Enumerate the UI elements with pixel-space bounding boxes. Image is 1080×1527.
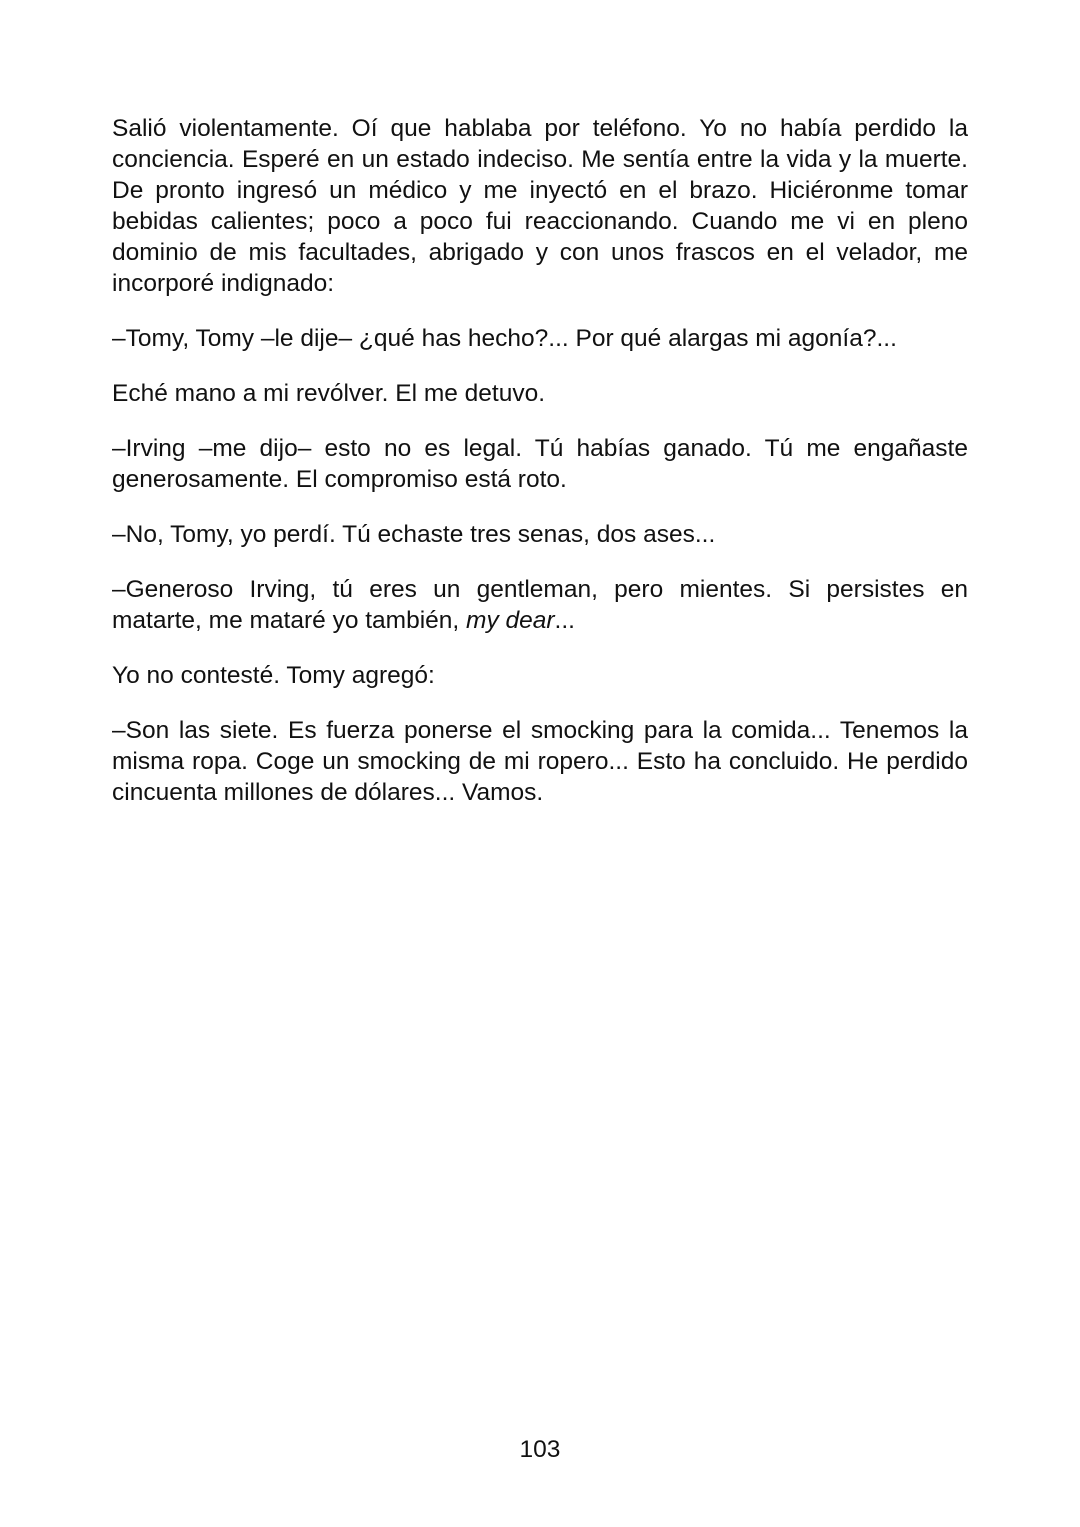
paragraph-6 xyxy=(112,574,968,636)
page-number: 103 xyxy=(519,1436,561,1463)
paragraph-8: –Son las siete. Es fuerza ponerse el smocking para la comida... Tenemos la misma ropa. Coge un smocking de mi ropero... Esto ha concluido. He perdido cincuenta millones de dólares... Vamos. xyxy=(112,717,968,806)
paragraph-1: Salió violentamente. Oí que hablaba por teléfono. Yo no había perdido la conciencia. Esperé en un estado indeciso. Me sentía entre la vida y la muerte. De pronto ingresó un médico y me inyectó en el brazo. Hiciéronme tomar bebidas calientes; poco a poco fui reaccionando. Cuando me vi en pleno dominio de mis facultades, abrigado y con unos frascos en el velador, me incorporé indignado: xyxy=(112,115,968,297)
paragraph-5: –No, Tomy, yo perdí. Tú echaste tres senas, dos ases... xyxy=(112,521,716,548)
paragraph-6-text: –Generoso Irving, tú eres un gentleman, pero mientes. Si persistes en matarte, me mataré yo también, xyxy=(112,576,968,634)
paragraph-7: Yo no contesté. Tomy agregó: xyxy=(112,662,435,689)
paragraph-4: –Irving –me dijo– esto no es legal. Tú habías ganado. Tú me engañaste generosamente. El compromiso está roto. xyxy=(112,435,968,493)
paragraph-6-italic-phrase: my dear xyxy=(466,607,555,634)
paragraph-2: –Tomy, Tomy –le dije– ¿qué has hecho?... Por qué alargas mi agonía?... xyxy=(112,325,897,352)
paragraph-6-ellipsis: ... xyxy=(554,607,575,634)
paragraph-3: Eché mano a mi revólver. El me detuvo. xyxy=(112,380,546,407)
page-body xyxy=(112,113,968,808)
